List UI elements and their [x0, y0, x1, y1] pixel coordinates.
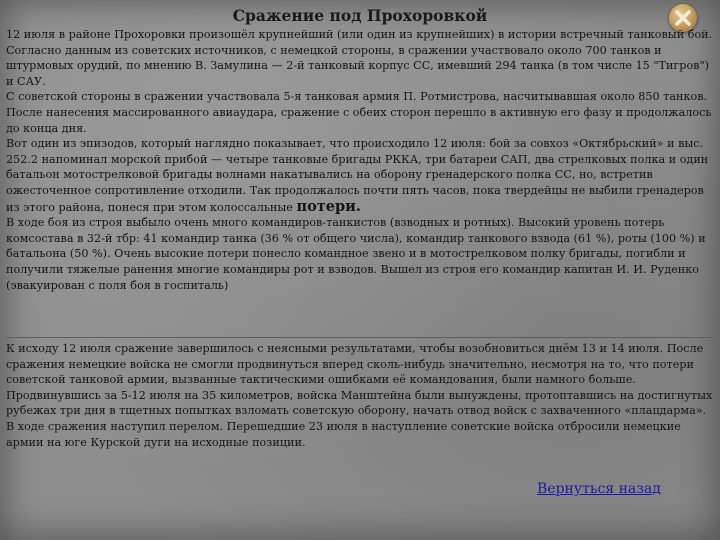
paragraph: 12 июля в районе Прохоровки произошёл крупнейший (или один из крупнейших) в истории встречный танковый бой. — [6, 28, 713, 41]
back-link[interactable]: Вернуться назад — [537, 481, 661, 497]
paragraph: Согласно данным из советских источников, с немецкой стороны, в сражении участвовало около 700 танков и штурмовых орудий, по мнению В. Замулина — 2-й танковый корпус СС, имевший 294 танка (в том числе 15 "Тигров") и САУ. — [6, 43, 709, 88]
paragraph — [6, 136, 714, 215]
main-text — [6, 27, 714, 293]
paragraph: В ходе боя из строя выбыло очень много командиров-танкистов (взводных и ротных). Высокий уровень потерь комсостава в 32-й тбр: 41 командир танка (36 % от общего числа), командир танкового взвода (61 %), роты (100 %) и батальона (50 %). Очень высокие потери понесло командное звено и в мотострелковом полку бригады, погибли и получили тяжелые ранения многие командиры рот и взводов. Вышел из строя его командир капитан И. И. Руденко (эвакуирован с поля боя в госпиталь) — [6, 216, 706, 292]
emphasis-word: потери. — [296, 197, 361, 215]
paragraph-text: Вот один из эпизодов, который наглядно показывает, что происходило 12 июля: бой за совхоз «Октябрьский» и выс. 252.2 напоминал морской прибой — четыре танковые бригады РККА, три батареи САП, два стрелковых полка и один батальон мотострелковой бригады волнами накатывались на оборону гренадерского полка СС, но, встретив ожесточенное сопротивление отходили. Так продолжалось почти пять часов, пока твердейцы не выбили гренадеров из этого района, понеся при этом колоссальные — [6, 137, 709, 214]
divider — [6, 337, 714, 338]
conclusion-paragraph: К исходу 12 июля сражение завершилось с неясными результатами, чтобы возобновиться днём 13 и 14 июля. После сражения немецкие войска не смогли продвинуться вперед сколь-нибудь значительно, несмотря на то, что потери советской танковой армии, вызванные тактическими ошибками её командования, были намного больше. Продвинувшись за 5-12 июля на 35 километров, войска Манштейна были вынуждены, протоптавшись на достигнутых рубежах три дня в тщетных попытках взломать советскую оборону, начать отвод войск с захваченного «плацдарма». В ходе сражения наступил перелом. Перешедшие 23 июля в наступление советские войска отбросили немецкие армии на юге Курской дуги на исходные позиции. — [6, 342, 713, 449]
slide-title: Сражение под Прохоровкой — [232, 6, 488, 25]
paragraph: С советской стороны в сражении участвовала 5-я танковая армия П. Ротмистрова, насчитывавшая около 850 танков. После нанесения массированного авиаудара, сражение с обеих сторон перешло в активную его фазу и продолжалось до конца дня. — [6, 90, 712, 135]
close-icon — [673, 8, 693, 28]
